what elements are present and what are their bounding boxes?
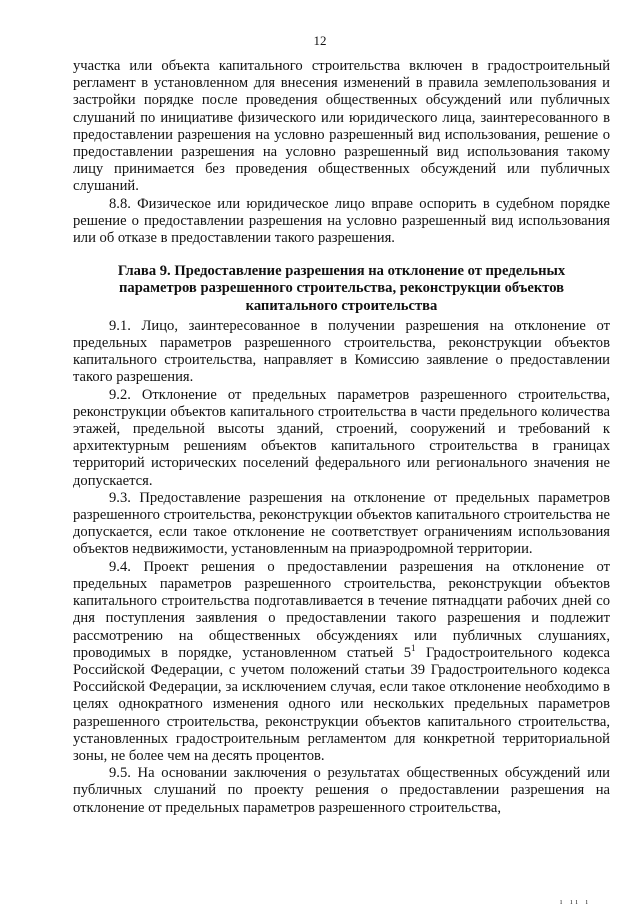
chapter-heading: Глава 9. Предоставление разрешения на отклонение от предельных параметров разрешенного строительства, реконструкции объектов капитального строительства [117,263,566,314]
page-number: 12 [313,33,327,48]
document-body [73,58,610,817]
article-superscript: 1 [411,642,416,653]
paragraph-9-4 [73,559,610,765]
paragraph-9-2: 9.2. Отклонение от предельных параметров разрешенного строительства, реконструкции объектов капитального строительства в части предельного количества этажей, предельной высоты зданий, строений, сооружений и требований к архитектурным решениям объектов капитального строительства в границах территорий исторических поселений федерального или регионального значения не допускается. [73,386,610,489]
paragraph-9-4-part1: 9.4. Проект решения о предоставлении разрешения на отклонение от предельных параметров разрешенного строительства, реконструкции объектов капитального строительства подготавливается в течение пятнадцати рабочих дней со дня поступления заявления о предоставлении такого разрешения и подлежит рассмотрению на общественных обсуждениях или публичных слушаниях, проводимых в порядке, установленном статьей 5 [73,558,610,661]
paragraph-continuation: участка или объекта капитального строительства включен в градостроительный регламент в установленном для внесения изменений в правила землепользования и застройки порядке после проведения общественных обсуждений или публичных слушаний по инициативе физического или юридического лица, заинтересованного в предоставлении разрешения на условно разрешенный вид использования, решение о предоставлении разрешения на условно разрешенный вид использования такому лицу принимается без проведения общественных обсуждений или публичных слушаний. [73,58,610,195]
scan-marks: ı ıı ı [560,897,591,906]
paragraph-9-4-part2: Градостроительного кодекса Российской Федерации, с учетом положений статьи 39 Градостроительного кодекса Российской Федерации, за исключением случая, если такое отклонение необходимо в целях однократного изменения одного или нескольких предельных параметров разрешенного строительства, реконструкции объектов капитального строительства, установленных градостроительным регламентом для конкретной территориальной зоны, не более чем на десять процентов. [73,644,610,764]
paragraph-9-3: 9.3. Предоставление разрешения на отклонение от предельных параметров разрешенного строительства, реконструкции объектов капитального строительства не допускается, если такое отклонение не соответствует ограничениям использования объектов недвижимости, установленным на приаэродромной территории. [73,489,610,558]
paragraph-9-5: 9.5. На основании заключения о результатах общественных обсуждений или публичных слушаний по проекту решения о предоставлении разрешения на отклонение от предельных параметров разрешенного строительства, [73,765,610,816]
paragraph-9-1: 9.1. Лицо, заинтересованное в получении разрешения на отклонение от предельных параметров разрешенного строительства, реконструкции объектов капитального строительства, направляет в Комиссию заявление о предоставлении такого разрешения. [73,317,610,386]
paragraph-8-8: 8.8. Физическое или юридическое лицо вправе оспорить в судебном порядке решение о предоставлении разрешения на условно разрешенный вид использования или об отказе в предоставлении такого разрешения. [73,195,610,247]
